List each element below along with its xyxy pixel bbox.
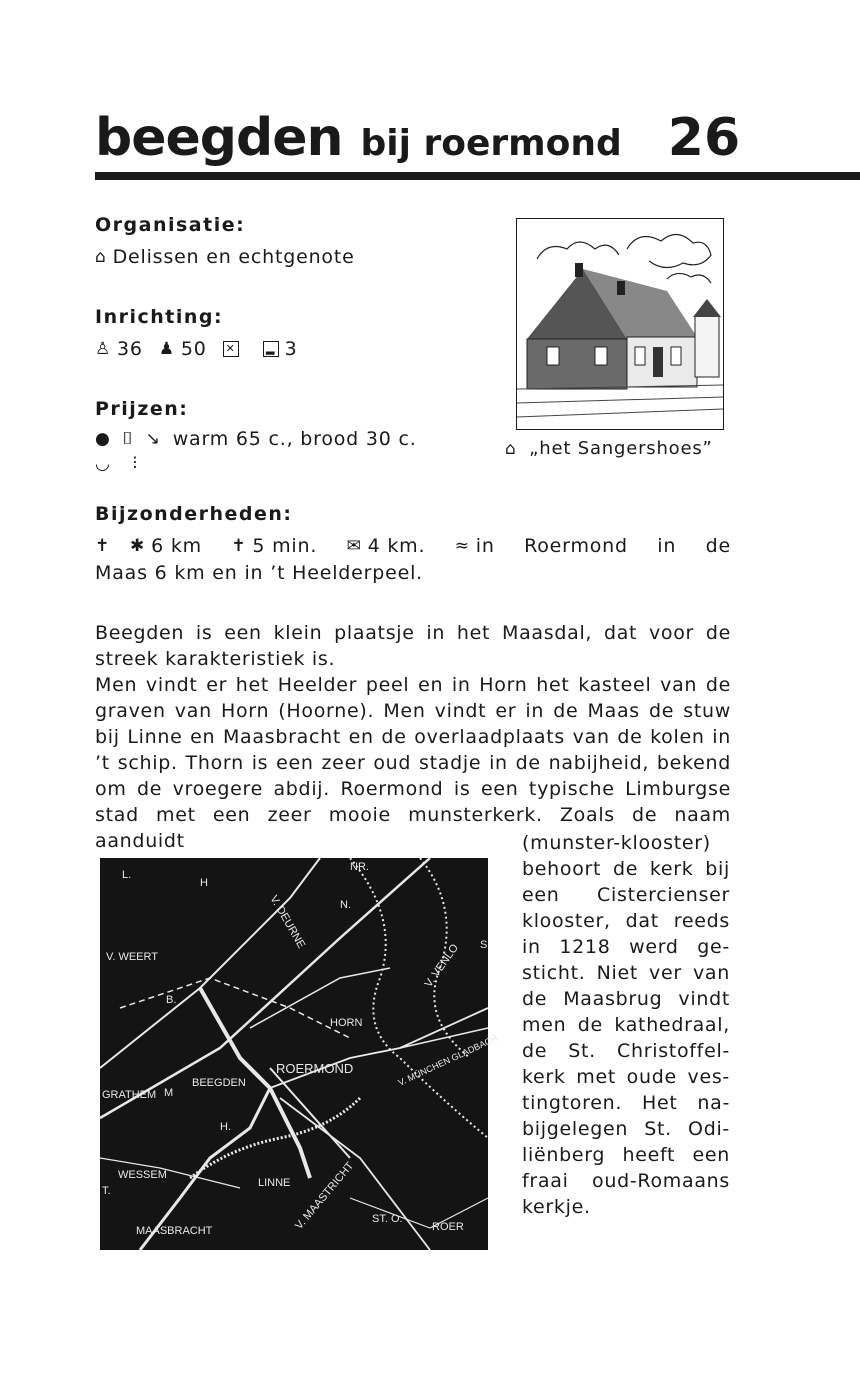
map-label-horn: HORN	[330, 1017, 363, 1029]
cutlery-icon: ⫶	[132, 454, 138, 474]
image-caption-text: „het Sangershoes”	[529, 438, 713, 459]
map-label-h2: H.	[220, 1121, 231, 1133]
bijz-word-in-2: in	[657, 535, 677, 557]
map-label-st-o: ST. O.	[372, 1213, 403, 1225]
image-caption	[505, 438, 713, 459]
map-label-s: S	[480, 939, 488, 951]
house-drawing	[517, 219, 723, 429]
mail-icon: ✉	[346, 536, 362, 556]
title-subtitle: bij roermond	[360, 123, 622, 164]
house-icon: ⌂	[505, 439, 517, 459]
organisation-icon: ⌂	[95, 247, 107, 267]
bijz-word-in: in	[475, 535, 495, 557]
map-label-b: B.	[166, 994, 177, 1006]
bijzonderheden-line-2: Maas 6 km en in ’t Heelderpeel.	[95, 562, 424, 584]
map-drawing	[100, 858, 499, 1250]
bed-women-icon: ♟	[158, 339, 175, 359]
title-rule	[95, 172, 860, 180]
church-icon: ✝	[95, 536, 111, 556]
map-label-n: N.	[340, 899, 351, 911]
helmet-icon: ●	[95, 429, 111, 449]
bijz-group-1	[95, 535, 202, 557]
prijzen-line-2	[95, 454, 144, 474]
map-label-roer: ROER	[432, 1221, 464, 1233]
church-2-icon: ✝	[231, 536, 247, 556]
bijz-word-roermond: Roermond	[524, 535, 628, 557]
station-icon: ✱	[130, 536, 146, 556]
map-label-v-maastricht: V. MAASTRICHT	[293, 1159, 357, 1232]
bijz-distance-1: 6 km	[151, 535, 202, 557]
map-label-grathem: GRATHEM	[102, 1089, 157, 1101]
map-label-beegden: BEEGDEN	[192, 1077, 246, 1089]
map-label-v-munchen: V. MÜNCHEN GLADBACH	[396, 1033, 499, 1088]
page-number: 26	[667, 108, 741, 168]
washroom-icon: ✕	[223, 341, 239, 357]
side-text: (munster-klooster) behoort de kerk bij een Cistercienser klooster, dat reeds in 1218 werd ge- sticht. Niet ver van de Maasbrug vindt men de kathedraal, de St. Christoffel- kerk met oude ves- tingtoren. Het na- bijgelegen St. Odi- liënberg heeft een fraai oud-Romaans kerkje.	[522, 832, 730, 1218]
map-label-linne: LINNE	[258, 1177, 291, 1189]
map-label-v-deurne: V. DEURNE	[267, 893, 308, 951]
bijz-group-4	[455, 535, 495, 557]
prijzen-line	[95, 428, 417, 450]
map-label-h1: H	[200, 877, 208, 889]
organisatie-line	[95, 246, 355, 268]
inrichting-value-3: 3	[284, 338, 298, 360]
inrichting-line	[95, 338, 298, 360]
map-label-maasbracht: MAASBRACHT	[136, 1225, 213, 1237]
bed-men-icon: ♙	[95, 339, 112, 359]
swimming-icon: ≈	[454, 536, 470, 556]
blanket-icon: ▂	[263, 341, 279, 357]
map-label-v-venlo: V. VENLO	[422, 942, 461, 990]
map-label-m: M	[164, 1087, 174, 1099]
map-label-v-weert: V. WEERT	[106, 951, 158, 963]
inrichting-heading: Inrichting:	[95, 306, 224, 328]
map-label-l: L.	[122, 869, 132, 881]
organisatie-heading: Organisatie:	[95, 214, 246, 236]
map-label-roermond: ROERMOND	[276, 1061, 354, 1076]
body-text	[95, 620, 731, 854]
bijz-word-de: de	[705, 535, 731, 557]
tool-icon: ↘	[145, 429, 161, 449]
bijzonderheden-heading: Bijzonderheden:	[95, 503, 293, 525]
house-illustration	[516, 218, 724, 430]
bijz-time: 5 min.	[252, 535, 318, 557]
body-paragraph-2: Men vindt er het Heelder peel en in Horn het kasteel van de graven van Horn (Hoorne). Men vindt er in de Maas de stuw bij Linne en Maasbracht en de overlaadplaats van de kolen in ’t schip. Thorn is een zeer oud stadje in de nabijheid, bekend om de vroegere abdij. Roermond is een typische Limburgse stad met een zeer mooie munsterkerk. Zoals de naam aanduidt	[95, 674, 731, 852]
prijzen-heading: Prijzen:	[95, 398, 189, 420]
cup-icon: ◡	[95, 454, 111, 474]
bottle-icon: ⌷	[122, 429, 134, 449]
page-title	[95, 108, 740, 168]
map-label-nr: NR.	[350, 861, 369, 873]
organisatie-text: Delissen en echtgenote	[112, 246, 355, 268]
prijzen-text: warm 65 c., brood 30 c.	[172, 428, 417, 450]
title-place: beegden	[95, 108, 343, 168]
area-map	[100, 858, 499, 1250]
bijzonderheden-line-1	[95, 535, 731, 557]
inrichting-value-2: 50	[180, 338, 207, 360]
map-label-t: T.	[102, 1185, 111, 1197]
bijz-group-3	[347, 535, 426, 557]
map-label-wessem: WESSEM	[118, 1169, 167, 1181]
inrichting-value-1: 36	[117, 338, 143, 360]
body-paragraph-1: Beegden is een klein plaatsje in het Maasdal, dat voor de streek karakteristiek is.	[95, 622, 731, 670]
bijz-distance-2: 4 km.	[367, 535, 426, 557]
bijz-group-2	[231, 535, 317, 557]
